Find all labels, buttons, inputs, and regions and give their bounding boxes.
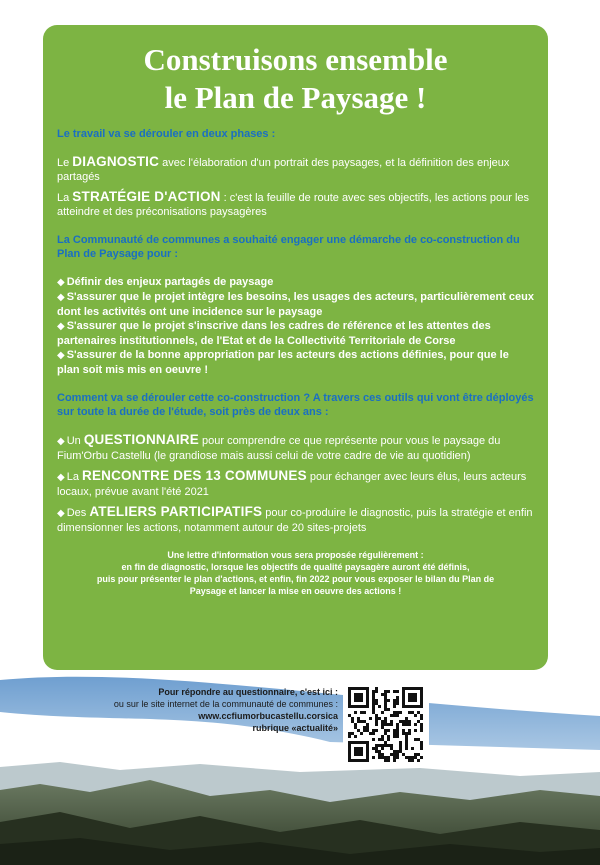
tools-intro: Comment va se dérouler cette co-construction ? A travers ces outils qui vont être déployés sur toute la durée de l'étude, soit près de deux ans : [57, 392, 534, 418]
goal-item: ◆ S'assurer de la bonne appropriation par les acteurs des actions définies, pour que le plan soit mis mis en oeuvre ! [57, 349, 509, 376]
diamond-icon: ◆ [57, 292, 65, 303]
engagement-intro: La Communauté de communes a souhaité engager une démarche de co-construction du Plan de Paysage pour : [57, 234, 520, 260]
tool-item: ◆ La RENCONTRE DES 13 COMMUNES pour échanger avec leurs élus, leurs acteurs locaux, prévue avant l'été 2021 [57, 468, 527, 498]
phase-keyword: STRATÉGIE D'ACTION [72, 189, 221, 204]
section-label: rubrique «actualité» [252, 723, 338, 733]
phase-item: Le DIAGNOSTIC avec l'élaboration d'un portrait des paysages, et la définition des enjeux partagés [57, 154, 510, 183]
newsletter-note: Une lettre d'information vous sera proposée régulièrement : en fin de diagnostic, lorsque les objectifs de qualité paysagère auront été définis, puis pour présenter le plan d'actions, et enfin, fin 2022 pour vous exposer le bilan du Plan de Paysage et lancer la mise en oeuvre des actions ! [96, 550, 495, 596]
tool-item: ◆ Des ATELIERS PARTICIPATIFS pour co-produire le diagnostic, puis la stratégie et enfin dimensionner les actions, notamment autour de 20 sites-projets [57, 504, 533, 534]
diamond-icon: ◆ [57, 321, 65, 332]
tool-item: ◆ Un QUESTIONNAIRE pour comprendre ce que représente pour vous le paysage du Fium'Orbu Castellu (le grandiose mais aussi celui de votre cadre de vie au quotidien) [57, 432, 501, 462]
questionnaire-access [114, 686, 338, 734]
diamond-icon: ◆ [57, 472, 65, 483]
qr-code-icon[interactable] [343, 682, 429, 768]
title-line-2: le Plan de Paysage ! [164, 80, 427, 115]
goal-item: ◆ Définir des enjeux partagés de paysage [57, 276, 274, 288]
goal-item: ◆ S'assurer que le projet intègre les besoins, les usages des acteurs, particulièrement ceux dont les activités ont une incidence sur le paysage [57, 291, 534, 318]
access-line-1: Pour répondre au questionnaire, c'est ici : [158, 687, 338, 697]
phase-keyword: DIAGNOSTIC [72, 154, 160, 169]
diamond-icon: ◆ [57, 277, 65, 288]
phase-item: La STRATÉGIE D'ACTION : c'est la feuille de route avec ses objectifs, les actions pour les atteindre et des préconisations paysagères [57, 189, 530, 218]
goal-item: ◆ S'assurer que le projet s'inscrive dans les cadres de référence et les attentes des partenaires institutionnels, de l'Etat et de la Collectivité Territoriale de Corse [57, 320, 491, 347]
website-link[interactable]: www.ccfiumorbucastellu.corsica [198, 711, 338, 721]
tool-keyword: QUESTIONNAIRE [83, 432, 199, 447]
tool-keyword: ATELIERS PARTICIPATIFS [89, 504, 263, 519]
info-card [43, 25, 548, 670]
diamond-icon: ◆ [57, 436, 65, 447]
phases-intro: Le travail va se dérouler en deux phases : [57, 128, 276, 140]
title-line-1: Construisons ensemble [143, 42, 448, 77]
tool-keyword: RENCONTRE DES 13 COMMUNES [82, 468, 307, 483]
access-line-2: ou sur le site internet de la communauté de communes : [113, 699, 338, 709]
diamond-icon: ◆ [57, 508, 65, 519]
diamond-icon: ◆ [57, 350, 65, 361]
page-title [57, 41, 534, 117]
landscape-footer [0, 672, 600, 865]
